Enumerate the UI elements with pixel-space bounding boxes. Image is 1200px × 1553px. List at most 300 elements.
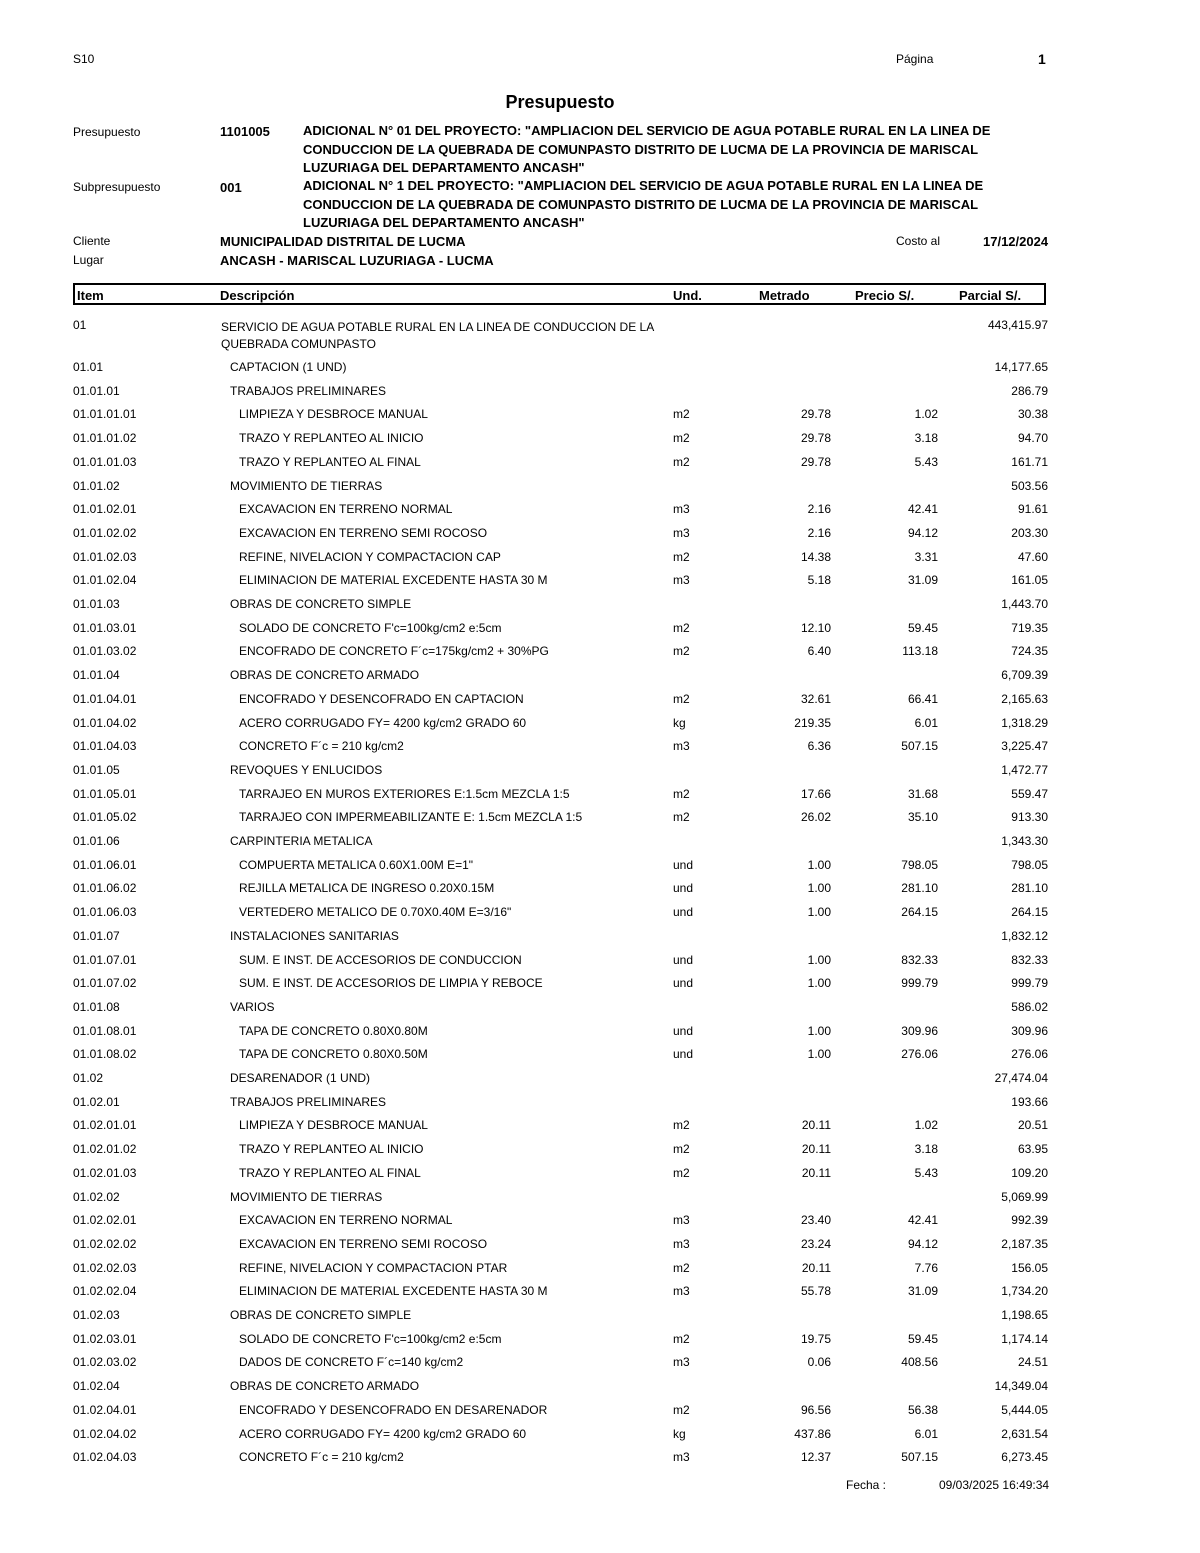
item-code: 01.02.01	[73, 1094, 120, 1109]
item-parcial: 1,832.12	[1001, 928, 1048, 943]
item-description: MOVIMIENTO DE TIERRAS	[230, 478, 383, 493]
item-unit: m2	[673, 786, 690, 801]
item-unit: und	[673, 952, 694, 967]
item-metrado: 26.02	[800, 810, 831, 825]
table-row	[0, 455, 1200, 479]
item-description: TAPA DE CONCRETO 0.80X0.80M	[239, 1023, 428, 1038]
item-precio: 94.12	[907, 1236, 938, 1251]
item-parcial: 443,415.97	[987, 318, 1048, 332]
item-description: SOLADO DE CONCRETO F'c=100kg/cm2 e:5cm	[239, 1331, 502, 1346]
item-unit: m3	[673, 573, 690, 588]
item-precio: 59.45	[907, 1331, 938, 1346]
item-metrado: 32.61	[800, 691, 831, 706]
item-unit: m2	[673, 1165, 690, 1180]
table-row	[0, 1403, 1200, 1427]
item-parcial: 2,187.35	[1001, 1236, 1048, 1251]
table-row	[0, 668, 1200, 692]
item-code: 01.01.05.01	[73, 786, 137, 801]
item-code: 01.01.06.01	[73, 857, 137, 872]
item-precio: 6.01	[914, 1426, 938, 1441]
item-unit: m2	[673, 1118, 690, 1133]
table-row	[0, 1237, 1200, 1261]
item-unit: m2	[673, 454, 690, 469]
item-parcial: 724.35	[1011, 644, 1048, 659]
item-metrado: 219.35	[794, 715, 831, 730]
item-parcial: 2,165.63	[1001, 691, 1048, 706]
item-description: TRABAJOS PRELIMINARES	[230, 1094, 387, 1109]
table-row	[0, 810, 1200, 834]
table-row	[0, 716, 1200, 740]
col-und: Und.	[673, 288, 702, 303]
item-parcial: 27,474.04	[994, 1071, 1048, 1085]
item-parcial: 161.05	[1011, 573, 1048, 588]
item-parcial: 503.56	[1011, 478, 1048, 493]
item-precio: 408.56	[901, 1355, 938, 1370]
item-metrado: 20.11	[801, 1165, 831, 1180]
item-metrado: 20.11	[801, 1142, 831, 1157]
item-code: 01.01.08.01	[73, 1023, 137, 1038]
item-description: OBRAS DE CONCRETO ARMADO	[230, 1379, 420, 1394]
item-description: TRAZO Y REPLANTEO AL INICIO	[239, 1142, 424, 1157]
item-code: 01.01.03.01	[73, 620, 137, 635]
item-code: 01.02.04.02	[73, 1426, 137, 1441]
item-description: REJILLA METALICA DE INGRESO 0.20X0.15M	[239, 881, 495, 896]
item-parcial: 276.06	[1011, 1047, 1048, 1062]
item-code: 01.02.03.02	[73, 1355, 137, 1370]
item-parcial: 156.05	[1011, 1260, 1048, 1275]
item-unit: m2	[673, 620, 690, 635]
item-description: OBRAS DE CONCRETO ARMADO	[230, 668, 420, 683]
item-parcial: 24.51	[1017, 1355, 1048, 1370]
item-description: TARRAJEO CON IMPERMEABILIZANTE E: 1.5cm MEZCLA 1:5	[239, 810, 583, 825]
subpresupuesto-label: Subpresupuesto	[73, 180, 161, 194]
item-description: CARPINTERIA METALICA	[230, 834, 373, 848]
item-description: REVOQUES Y ENLUCIDOS	[230, 762, 383, 777]
item-unit: und	[673, 976, 694, 991]
table-row	[0, 1190, 1200, 1214]
item-parcial: 1,734.20	[1001, 1284, 1048, 1299]
item-precio: 31.68	[907, 786, 938, 801]
item-parcial: 1,343.30	[1001, 834, 1048, 848]
table-row	[0, 1142, 1200, 1166]
item-code: 01.01.03.02	[73, 644, 137, 659]
item-code: 01.02.01.01	[73, 1118, 137, 1133]
item-metrado: 29.78	[800, 454, 831, 469]
item-unit: m3	[673, 739, 690, 754]
lugar-label: Lugar	[73, 253, 104, 267]
table-row	[0, 929, 1200, 953]
item-unit: m2	[673, 1260, 690, 1275]
item-description: EXCAVACION EN TERRENO SEMI ROCOSO	[239, 525, 488, 540]
item-precio: 281.10	[901, 881, 938, 896]
item-description: TARRAJEO EN MUROS EXTERIORES E:1.5cm MEZCLA 1:5	[239, 786, 570, 801]
item-parcial: 281.10	[1011, 881, 1048, 896]
item-code: 01.01.08.02	[73, 1047, 137, 1062]
table-row	[0, 318, 1200, 358]
item-parcial: 6,709.39	[1001, 668, 1048, 683]
item-precio: 276.06	[901, 1047, 938, 1062]
presupuesto-description: ADICIONAL N° 01 DEL PROYECTO: "AMPLIACION DEL SERVICIO DE AGUA POTABLE RURAL EN LA LINEA DE CONDUCCION DE LA QUEBRADA DE COMUNPASTO DISTRITO DE LUCMA DE LA PROVINCIA DE MARISCAL LUZURIAGA DEL DEPARTAMENTO ANCASH"	[303, 123, 991, 175]
table-row	[0, 360, 1200, 384]
item-metrado: 1.00	[807, 1047, 831, 1062]
item-code: 01.02	[73, 1071, 104, 1085]
item-parcial: 832.33	[1011, 952, 1048, 967]
item-parcial: 2,631.54	[1001, 1426, 1048, 1441]
item-description: OBRAS DE CONCRETO SIMPLE	[230, 597, 412, 611]
item-unit: m2	[673, 644, 690, 659]
item-metrado: 0.06	[807, 1355, 831, 1370]
item-description: LIMPIEZA Y DESBROCE MANUAL	[239, 1118, 428, 1133]
item-code: 01.01.08	[73, 999, 120, 1014]
item-metrado: 20.11	[801, 1118, 831, 1133]
item-description: ELIMINACION DE MATERIAL EXCEDENTE HASTA 30 M	[239, 1284, 548, 1299]
table-row	[0, 1095, 1200, 1119]
item-parcial: 586.02	[1011, 999, 1048, 1014]
item-description: EXCAVACION EN TERRENO NORMAL	[239, 1213, 453, 1228]
item-code: 01.02.01.03	[73, 1165, 137, 1180]
item-metrado: 12.37	[800, 1450, 831, 1465]
item-code: 01.01.07.02	[73, 976, 137, 991]
item-unit: m2	[673, 549, 690, 564]
col-parcial: Parcial S/.	[959, 288, 1022, 303]
table-row	[0, 834, 1200, 858]
table-row	[0, 905, 1200, 929]
item-description: SERVICIO DE AGUA POTABLE RURAL EN LA LINEA DE CONDUCCION DE LA QUEBRADA COMUNPASTO	[221, 320, 654, 351]
table-row	[0, 858, 1200, 882]
item-parcial: 1,318.29	[1001, 715, 1048, 730]
item-code: 01.01.02	[73, 478, 120, 493]
item-unit: und	[673, 905, 694, 920]
item-precio: 113.18	[902, 644, 938, 659]
item-precio: 42.41	[907, 502, 938, 517]
item-metrado: 437.86	[794, 1426, 831, 1441]
item-metrado: 14.38	[800, 549, 831, 564]
item-code: 01.01.02.03	[73, 549, 137, 564]
item-code: 01.01.06.03	[73, 905, 137, 920]
item-unit: m2	[673, 431, 690, 446]
item-unit: m3	[673, 502, 690, 517]
item-metrado: 12.10	[800, 620, 831, 635]
cliente-value: MUNICIPALIDAD DISTRITAL DE LUCMA	[220, 234, 466, 249]
table-row	[0, 1071, 1200, 1095]
item-parcial: 161.71	[1011, 454, 1048, 469]
item-code: 01.01.04.03	[73, 739, 137, 754]
item-description: TRAZO Y REPLANTEO AL INICIO	[239, 431, 424, 446]
item-parcial: 1,174.14	[1001, 1331, 1048, 1346]
table-row	[0, 763, 1200, 787]
subpresupuesto-code: 001	[220, 180, 242, 195]
item-description: VARIOS	[230, 999, 275, 1014]
fecha-value: 09/03/2025 16:49:34	[939, 1478, 1050, 1492]
item-unit: m3	[673, 1450, 690, 1465]
table-row	[0, 431, 1200, 455]
item-code: 01.01.02.04	[73, 573, 137, 588]
table-row	[0, 739, 1200, 763]
item-code: 01.01.01.03	[73, 454, 137, 469]
item-metrado: 6.36	[807, 739, 831, 754]
item-description: DESARENADOR (1 UND)	[230, 1071, 371, 1085]
item-precio: 264.15	[901, 905, 938, 920]
item-code: 01.01.07	[73, 928, 120, 943]
table-row	[0, 621, 1200, 645]
item-code: 01.02.02.01	[73, 1213, 137, 1228]
item-precio: 832.33	[901, 952, 938, 967]
item-code: 01.01.02.02	[73, 525, 137, 540]
item-parcial: 309.96	[1011, 1023, 1048, 1038]
item-code: 01.01.05	[73, 762, 120, 777]
table-row	[0, 502, 1200, 526]
item-precio: 1.02	[914, 407, 938, 422]
table-row	[0, 597, 1200, 621]
cliente-label: Cliente	[73, 234, 111, 248]
item-description: SOLADO DE CONCRETO F'c=100kg/cm2 e:5cm	[239, 620, 502, 635]
table-row	[0, 1261, 1200, 1285]
item-description: OBRAS DE CONCRETO SIMPLE	[230, 1308, 412, 1322]
item-unit: m2	[673, 407, 690, 422]
item-code: 01.01.02.01	[73, 502, 137, 517]
item-metrado: 2.16	[807, 525, 831, 540]
item-parcial: 20.51	[1017, 1118, 1048, 1133]
item-precio: 309.96	[901, 1023, 938, 1038]
item-metrado: 6.40	[807, 644, 831, 659]
item-unit: und	[673, 1023, 694, 1038]
item-code: 01.01.04.01	[73, 691, 137, 706]
item-unit: m2	[673, 810, 690, 825]
item-parcial: 286.79	[1011, 383, 1048, 398]
costo-value: 17/12/2024	[983, 234, 1049, 249]
item-parcial: 6,273.45	[1001, 1450, 1048, 1465]
item-description: ELIMINACION DE MATERIAL EXCEDENTE HASTA 30 M	[239, 573, 548, 588]
item-precio: 507.15	[901, 739, 938, 754]
item-code: 01	[73, 318, 87, 332]
item-code: 01.01.03	[73, 597, 120, 611]
item-code: 01.01.05.02	[73, 810, 137, 825]
item-description: INSTALACIONES SANITARIAS	[230, 928, 399, 943]
item-metrado: 29.78	[800, 431, 831, 446]
item-metrado: 96.56	[800, 1402, 831, 1417]
item-metrado: 1.00	[807, 857, 831, 872]
item-metrado: 23.24	[800, 1236, 831, 1251]
item-parcial: 47.60	[1017, 549, 1048, 564]
item-unit: m3	[673, 1236, 690, 1251]
col-descripcion: Descripción	[220, 288, 295, 303]
item-code: 01.01.06	[73, 834, 120, 848]
item-precio: 798.05	[901, 857, 938, 872]
item-unit: m2	[673, 1142, 690, 1157]
item-code: 01.01.07.01	[73, 952, 137, 967]
item-precio: 35.10	[907, 810, 938, 825]
item-unit: kg	[673, 1426, 686, 1441]
table-header	[73, 283, 1046, 305]
item-metrado: 17.66	[800, 786, 831, 801]
item-parcial: 5,444.05	[1001, 1402, 1048, 1417]
item-precio: 507.15	[901, 1450, 938, 1465]
item-metrado: 1.00	[807, 905, 831, 920]
presupuesto-code: 1101005	[220, 124, 270, 139]
table-row	[0, 1118, 1200, 1142]
table-row	[0, 1332, 1200, 1356]
item-code: 01.01.01.01	[73, 407, 137, 422]
item-description: CONCRETO F´c = 210 kg/cm2	[239, 1450, 404, 1465]
item-parcial: 264.15	[1011, 905, 1048, 920]
col-item: Item	[77, 288, 104, 303]
item-parcial: 5,069.99	[1001, 1189, 1048, 1204]
item-code: 01.01.04	[73, 668, 120, 683]
table-row	[0, 1024, 1200, 1048]
item-code: 01.02.02.04	[73, 1284, 137, 1299]
item-description: LIMPIEZA Y DESBROCE MANUAL	[239, 407, 428, 422]
item-precio: 3.31	[914, 549, 938, 564]
item-unit: kg	[673, 715, 686, 730]
table-row	[0, 692, 1200, 716]
item-code: 01.02.04.03	[73, 1450, 137, 1465]
item-description: ACERO CORRUGADO FY= 4200 kg/cm2 GRADO 60	[239, 715, 527, 730]
item-precio: 1.02	[914, 1118, 938, 1133]
item-description: CONCRETO F´c = 210 kg/cm2	[239, 739, 404, 754]
item-unit: m2	[673, 1402, 690, 1417]
report-code: S10	[73, 52, 95, 66]
col-metrado: Metrado	[759, 288, 810, 303]
item-parcial: 913.30	[1011, 810, 1048, 825]
item-unit: m2	[673, 1331, 690, 1346]
item-parcial: 14,177.65	[994, 360, 1048, 374]
col-precio: Precio S/.	[855, 288, 915, 303]
table-row	[0, 1450, 1200, 1474]
item-metrado: 20.11	[801, 1260, 831, 1275]
item-description: CAPTACION (1 UND)	[230, 360, 347, 374]
item-unit: m3	[673, 1284, 690, 1299]
item-code: 01.02.01.02	[73, 1142, 137, 1157]
table-row	[0, 1308, 1200, 1332]
item-metrado: 55.78	[800, 1284, 831, 1299]
item-description: TRAZO Y REPLANTEO AL FINAL	[239, 1165, 421, 1180]
item-code: 01.02.02.03	[73, 1260, 137, 1275]
item-parcial: 1,198.65	[1001, 1308, 1048, 1322]
table-row	[0, 526, 1200, 550]
item-metrado: 1.00	[807, 1023, 831, 1038]
item-parcial: 1,443.70	[1001, 597, 1048, 611]
item-metrado: 23.40	[800, 1213, 831, 1228]
table-row	[0, 1284, 1200, 1308]
item-code: 01.02.04	[73, 1379, 120, 1394]
item-code: 01.01.01	[73, 383, 120, 398]
lugar-value: ANCASH - MARISCAL LUZURIAGA - LUCMA	[220, 253, 494, 268]
table-row	[0, 550, 1200, 574]
item-code: 01.02.03	[73, 1308, 120, 1322]
item-precio: 59.45	[907, 620, 938, 635]
item-metrado: 29.78	[800, 407, 831, 422]
item-parcial: 203.30	[1011, 525, 1048, 540]
item-metrado: 2.16	[807, 502, 831, 517]
item-precio: 42.41	[907, 1213, 938, 1228]
costo-label: Costo al	[896, 234, 941, 248]
item-code: 01.02.02.02	[73, 1236, 137, 1251]
item-unit: und	[673, 1047, 694, 1062]
item-precio: 3.18	[914, 1142, 938, 1157]
item-parcial: 999.79	[1011, 976, 1048, 991]
item-unit: m2	[673, 691, 690, 706]
table-row	[0, 1355, 1200, 1379]
page-title: Presupuesto	[505, 92, 615, 112]
item-unit: m3	[673, 1355, 690, 1370]
item-description: TRABAJOS PRELIMINARES	[230, 383, 387, 398]
item-description: TRAZO Y REPLANTEO AL FINAL	[239, 454, 421, 469]
item-description: ENCOFRADO Y DESENCOFRADO EN CAPTACION	[239, 691, 524, 706]
item-description: MOVIMIENTO DE TIERRAS	[230, 1189, 383, 1204]
item-description: DADOS DE CONCRETO F´c=140 kg/cm2	[239, 1355, 464, 1370]
item-code: 01.01.04.02	[73, 715, 137, 730]
fecha-label: Fecha :	[846, 1478, 887, 1492]
item-description: COMPUERTA METALICA 0.60X1.00M E=1"	[239, 857, 474, 872]
page-number: 1	[1038, 51, 1046, 67]
item-parcial: 719.35	[1011, 620, 1048, 635]
item-description: TAPA DE CONCRETO 0.80X0.50M	[239, 1047, 428, 1062]
item-parcial: 63.95	[1017, 1142, 1048, 1157]
item-metrado: 1.00	[807, 976, 831, 991]
item-description: SUM. E INST. DE ACCESORIOS DE CONDUCCION	[239, 952, 522, 967]
page-label: Página	[896, 52, 934, 66]
item-precio: 999.79	[901, 976, 938, 991]
table-row	[0, 1047, 1200, 1071]
item-parcial: 109.20	[1011, 1165, 1048, 1180]
item-code: 01.02.03.01	[73, 1331, 137, 1346]
item-description: REFINE, NIVELACION Y COMPACTACION CAP	[239, 549, 501, 564]
item-precio: 5.43	[914, 1165, 938, 1180]
item-precio: 94.12	[907, 525, 938, 540]
table-row	[0, 1000, 1200, 1024]
item-description: ACERO CORRUGADO FY= 4200 kg/cm2 GRADO 60	[239, 1426, 527, 1441]
item-unit: und	[673, 881, 694, 896]
item-parcial: 94.70	[1017, 431, 1048, 446]
item-precio: 31.09	[907, 1284, 938, 1299]
item-description: EXCAVACION EN TERRENO SEMI ROCOSO	[239, 1236, 488, 1251]
item-code: 01.02.02	[73, 1189, 120, 1204]
item-parcial: 14,349.04	[994, 1379, 1048, 1394]
table-row	[0, 976, 1200, 1000]
item-metrado: 1.00	[807, 952, 831, 967]
item-precio: 5.43	[914, 454, 938, 469]
table-row	[0, 1213, 1200, 1237]
item-precio: 56.38	[907, 1402, 938, 1417]
item-parcial: 193.66	[1011, 1094, 1048, 1109]
subpresupuesto-description: ADICIONAL N° 1 DEL PROYECTO: "AMPLIACION DEL SERVICIO DE AGUA POTABLE RURAL EN LA LINEA DE CONDUCCION DE LA QUEBRADA DE COMUNPASTO DISTRITO DE LUCMA DE LA PROVINCIA DE MARISCAL LUZURIAGA DEL DEPARTAMENTO ANCASH"	[303, 178, 984, 230]
item-parcial: 559.47	[1011, 786, 1048, 801]
item-code: 01.02.04.01	[73, 1402, 137, 1417]
presupuesto-label: Presupuesto	[73, 125, 141, 139]
item-unit: m3	[673, 1213, 690, 1228]
item-description: ENCOFRADO DE CONCRETO F´c=175kg/cm2 + 30%PG	[239, 644, 549, 659]
table-row	[0, 573, 1200, 597]
item-parcial: 91.61	[1017, 502, 1048, 517]
item-precio: 3.18	[914, 431, 938, 446]
table-row	[0, 407, 1200, 431]
item-metrado: 5.18	[807, 573, 831, 588]
item-parcial: 992.39	[1011, 1213, 1048, 1228]
table-row	[0, 787, 1200, 811]
item-description: ENCOFRADO Y DESENCOFRADO EN DESARENADOR	[239, 1402, 548, 1417]
item-unit: m3	[673, 525, 690, 540]
item-parcial: 3,225.47	[1001, 739, 1048, 754]
item-code: 01.01.01.02	[73, 431, 137, 446]
table-row	[0, 644, 1200, 668]
item-description: EXCAVACION EN TERRENO NORMAL	[239, 502, 453, 517]
table-row	[0, 1379, 1200, 1403]
item-metrado: 1.00	[807, 881, 831, 896]
item-code: 01.01	[73, 360, 104, 374]
item-precio: 66.41	[907, 691, 938, 706]
item-code: 01.01.06.02	[73, 881, 137, 896]
table-row	[0, 881, 1200, 905]
